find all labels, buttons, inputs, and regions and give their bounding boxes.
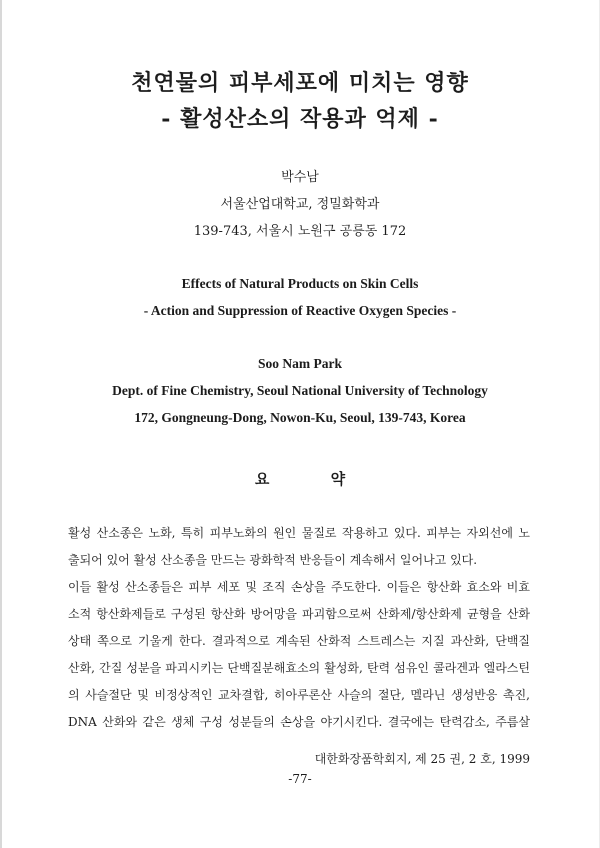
title-english: Effects of Natural Products on Skin Cells <box>181 276 419 291</box>
affiliation-english: Dept. of Fine Chemistry, Seoul National University of Technology <box>112 383 488 398</box>
author-name-korean: 박수남 <box>281 170 319 185</box>
address-english: 172, Gongneung-Dong, Nowon-Ku, Seoul, 139-743, Korea <box>134 410 466 425</box>
abstract-line: 소적 항산화제들로 구성된 항산화 방어망을 파괴함으로써 산화제/항산화제 균형을 산화 <box>68 607 530 621</box>
abstract-line: DNA 산화와 같은 생체 구성 성분들의 손상을 야기시킨다. 결국에는 탄력감소, 주름살 <box>68 715 530 729</box>
subtitle-english: - Action and Suppression of Reactive Oxygen Species - <box>143 303 457 318</box>
abstract-line: 활성 산소종은 노화, 특히 피부노화의 원인 물질로 작용하고 있다. 피부는 자외선에 노 <box>68 526 530 540</box>
abstract-line: 상태 쪽으로 기울게 한다. 결과적으로 계속된 산화적 스트레스는 지질 과산화, 단백질 <box>68 634 530 648</box>
affiliation-korean: 서울산업대학교, 정밀화학과 <box>220 197 380 212</box>
journal-citation: 대한화장품학회지, 제 25 권, 2 호, 1999 <box>314 752 530 766</box>
page-number: -77- <box>288 772 312 786</box>
subtitle-korean: - 활성산소의 작용과 억제 - <box>161 106 439 132</box>
abstract-line: 의 사슬절단 및 비정상적인 교차결합, 히아루론산 사슬의 절단, 멜라닌 생성반응 촉진, <box>68 688 530 702</box>
abstract-line: 산화, 간질 성분을 파괴시키는 단백질분해효소의 활성화, 탄력 섬유인 콜라겐과 엘라스틴 <box>68 661 530 675</box>
abstract-heading: 요 약 <box>254 470 374 488</box>
author-name-english: Soo Nam Park <box>258 356 342 371</box>
title-korean: 천연물의 피부세포에 미치는 영향 <box>131 70 469 96</box>
address-korean: 139-743, 서울시 노원구 공릉동 172 <box>193 224 407 239</box>
abstract-line: 이들 활성 산소종들은 피부 세포 및 조직 손상을 주도한다. 이들은 항산화 효소와 비효 <box>68 580 530 594</box>
abstract-line: 출되어 있어 활성 산소종을 만드는 광화학적 반응들이 계속해서 일어나고 있다. <box>68 553 478 567</box>
